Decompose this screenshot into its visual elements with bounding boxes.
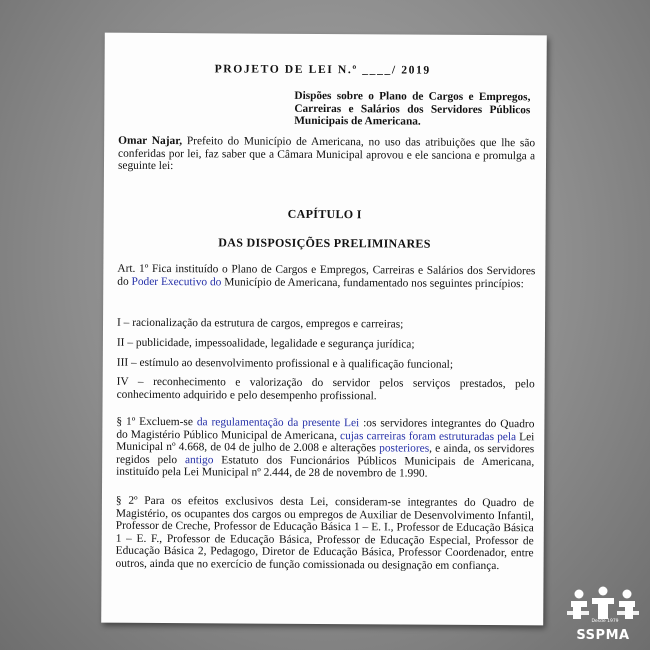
article-1-text-a: Art. 1º Fica instituído o Plano de Cargos e Empregos, Carreiras e Salários dos Servidores do (117, 262, 536, 288)
intro-name: Omar Najar, (118, 134, 183, 148)
paragraph-1-highlight-1: da regulamentação da presente Lei (196, 416, 360, 430)
logo-name: SSPMA (576, 628, 630, 643)
paragraph-1-highlight-3: posteriores (379, 442, 430, 455)
article-1-highlight: Poder Executivo do (131, 275, 222, 288)
article-1-text-b: Município de Americana, fundamentado nos seguintes princípios: (221, 275, 524, 290)
document-ementa: Dispões sobre o Plano de Cargos e Empregos, Carreiras e Salários dos Servidores Públicos Municipais de Americana. (294, 89, 531, 128)
paragraph-1-text-d: , e ainda, os servidores regidos pelo (116, 442, 535, 466)
paragraph-1-text-e: Estatuto dos Funcionários Públicos Municipais de Americana, instituído pela Lei Municipal nº 2.444, de 28 de novembro de 1.990. (116, 453, 535, 480)
paragraph-1-highlight-2: cujas carreiras foram estruturadas pela (339, 429, 517, 443)
document-title: PROJETO DE LEI N.º ____/ 2019 (214, 62, 431, 77)
chapter-heading: CAPÍTULO I (287, 206, 362, 222)
inciso-4: IV – reconhecimento e valorização do servidor pelos serviços prestados, pelo conhecimento adquirido e pelo desempenho profissional. (116, 375, 535, 402)
article-1 (117, 263, 535, 291)
paragraph-1 (116, 416, 534, 481)
paragraph-1-text-a: § 1º Excluem-se (116, 415, 197, 429)
logo-since-text: Desde 1979 (591, 619, 619, 624)
document-page (101, 33, 547, 626)
paragraph-1-text-b: :os servidores integrantes do Quadro do Magistério Público Municipal de Americana, (116, 417, 535, 442)
paragraph-2: § 2º Para os efeitos exclusivos desta Lei, consideram-se integrantes do Quadro de Magistério, os ocupantes dos cargos ou empregos de Auxiliar de Desenvolvimento Infantil, Professor de Creche, Professor de Educação Básica 1 – E. I., Professor de Educação Básica 1 – E. F., Professor de Educação Básica, Professor de Educação Especial, Professor de Educação Básica 2, Pedagogo, Diretor de Educação Básica, Professor Coordenador, entre outros, ainda que no exercício de função comissionada ou designação em confiança. (115, 494, 534, 572)
intro-paragraph (118, 135, 535, 175)
intro-text: Prefeito do Município de Americana, no uso das atribuições que lhe são conferidas por lei, faz saber que a Câmara Municipal aprovou e ele sanciona e promulga a seguinte lei: (117, 135, 536, 173)
inciso-2: II – publicidade, impessoalidade, legalidade e segurança jurídica; (116, 336, 415, 351)
chapter-title: DAS DISPOSIÇÕES PRELIMINARES (218, 235, 431, 251)
paragraph-1-highlight-4: antigo (184, 453, 214, 466)
inciso-3: III – estímulo ao desenvolvimento profissional e à qualificação funcional; (116, 356, 454, 371)
inciso-1: I – racionalização da estrutura de cargos, empregos e carreiras; (116, 316, 404, 331)
paragraph-1-text-c: Lei Municipal nº 4.668, de 04 de julho de 2.008 e alterações (116, 430, 535, 455)
